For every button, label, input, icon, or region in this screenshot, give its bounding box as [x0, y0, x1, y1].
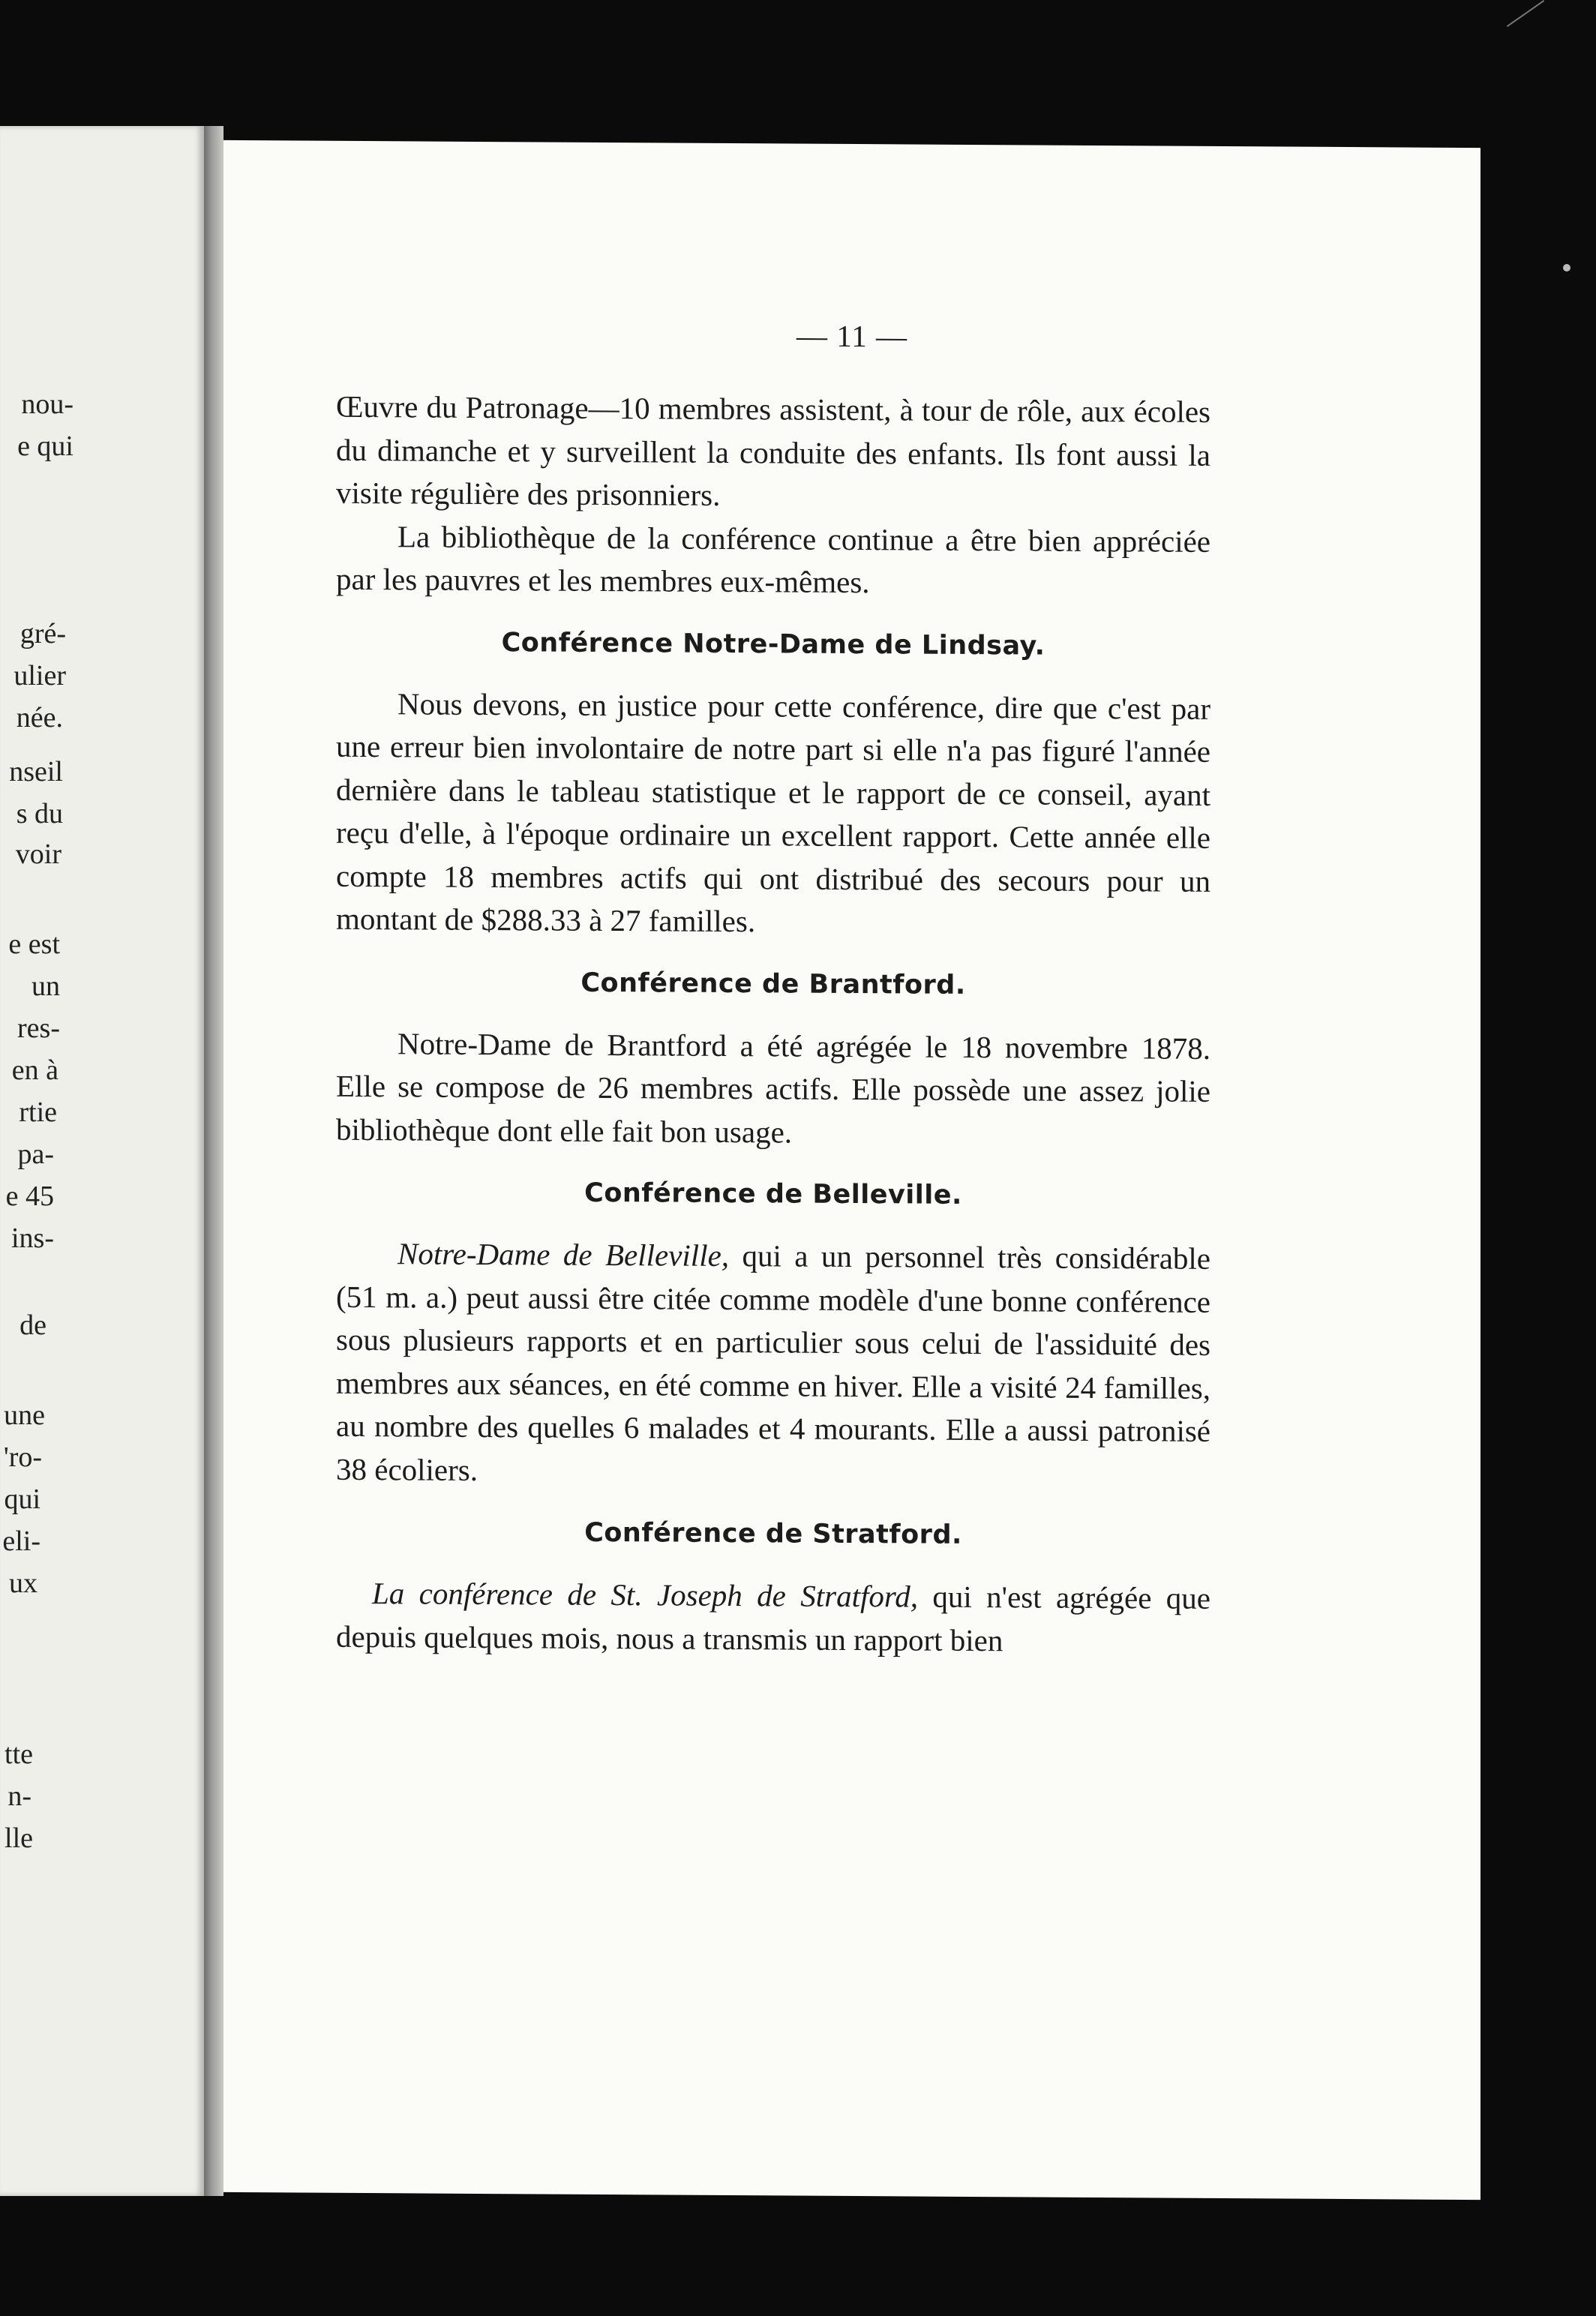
body-text: qui n'est agrégée que depuis quelques mois, nous a transmis un rapport bien — [336, 1579, 1210, 1658]
left-fragment: 'ro- — [3, 1442, 42, 1473]
left-fragment: res- — [17, 1012, 60, 1044]
section-body-stratford — [336, 1572, 1210, 1664]
left-fragment: nou- — [21, 388, 74, 420]
section-body-belleville — [336, 1232, 1210, 1496]
left-fragment: qui — [4, 1484, 40, 1515]
left-fragment: une — [4, 1400, 45, 1431]
left-fragment: lle — [4, 1822, 33, 1854]
left-fragment: e qui — [17, 430, 74, 462]
section-body-lindsay: Nous devons, en justice pour cette conférence, dire que c'est par une erreur bien involontaire de notre part si elle n'a pas figuré l'année dernière dans le tableau statistique et le rapport de ce conseil, ayant reçu d'elle, à l'époque ordinaire un excellent rapport. Cette année elle compte 18 membres actifs qui ont distribué des secours pour un montant de $288.33 à 27 familles. — [336, 686, 1210, 939]
book-gutter — [204, 126, 224, 2196]
right-page — [224, 140, 1480, 2200]
left-fragment: ux — [9, 1568, 38, 1599]
paragraph-bibliotheque: La bibliothèque de la conférence continue a être bien appréciée par les pauvres et les membres eux-mêmes. — [336, 518, 1210, 600]
italic-conference-name: La conférence de St. Joseph de Stratford, — [372, 1576, 919, 1614]
left-fragment: tte — [4, 1738, 33, 1770]
left-fragment: eli- — [2, 1526, 40, 1557]
paragraph-patronage: Œuvre du Patronage—10 membres assistent, à tour de rôle, aux écoles du dimanche et y surveillent la conduite des enfants. Ils font aussi la visite régulière des prisonniers. — [336, 388, 1210, 512]
body-text: qui a un personnel très considérable (51 m. a.) peut aussi être citée comme modèle d'une bonne conférence sous plusieurs rapports et en particulier sous celui de l'assiduité des membres aux séances, en été comme en hiver. Elle a visité 24 familles, au nombre des quelles 6 malades et 4 mourants. Elle a aussi patronisé 38 écoliers. — [336, 1238, 1210, 1487]
left-fragment: e est — [8, 928, 60, 960]
left-page-text-fragments — [0, 126, 204, 2196]
left-fragment: voir — [15, 838, 62, 870]
left-fragment: rtie — [19, 1096, 57, 1128]
left-fragment: en à — [11, 1054, 58, 1086]
left-fragment: gré- — [20, 618, 66, 650]
left-fragment: nseil — [9, 756, 63, 788]
left-fragment: ins- — [11, 1222, 54, 1254]
left-page — [0, 126, 204, 2196]
section-body-brantford: Notre-Dame de Brantford a été agrégée le 18 novembre 1878. Elle se compose de 26 membres actifs. Elle possède une assez jolie bibliothèque dont elle fait bon usage. — [336, 1025, 1210, 1150]
left-fragment: née. — [16, 702, 63, 734]
page-number: — 11 — — [796, 318, 908, 354]
left-fragment: un — [32, 970, 60, 1002]
left-fragment: ulier — [14, 660, 66, 692]
left-fragment: de — [20, 1310, 46, 1341]
section-heading-brantford: Conférence de Brantford. — [580, 968, 966, 1000]
left-fragment: e 45 — [5, 1180, 54, 1212]
section-heading-lindsay: Conférence Notre-Dame de Lindsay. — [501, 627, 1046, 662]
scan-speck — [1563, 264, 1570, 272]
left-fragment: n- — [8, 1780, 32, 1812]
left-fragment: s du — [16, 798, 63, 830]
section-heading-belleville: Conférence de Belleville. — [584, 1178, 962, 1210]
italic-conference-name: Notre-Dame de Belleville, — [398, 1236, 730, 1273]
section-heading-stratford: Conférence de Stratford. — [584, 1517, 962, 1550]
page-body — [336, 386, 1210, 1664]
left-fragment: pa- — [17, 1138, 54, 1170]
scan-corner-mark — [1507, 0, 1562, 52]
